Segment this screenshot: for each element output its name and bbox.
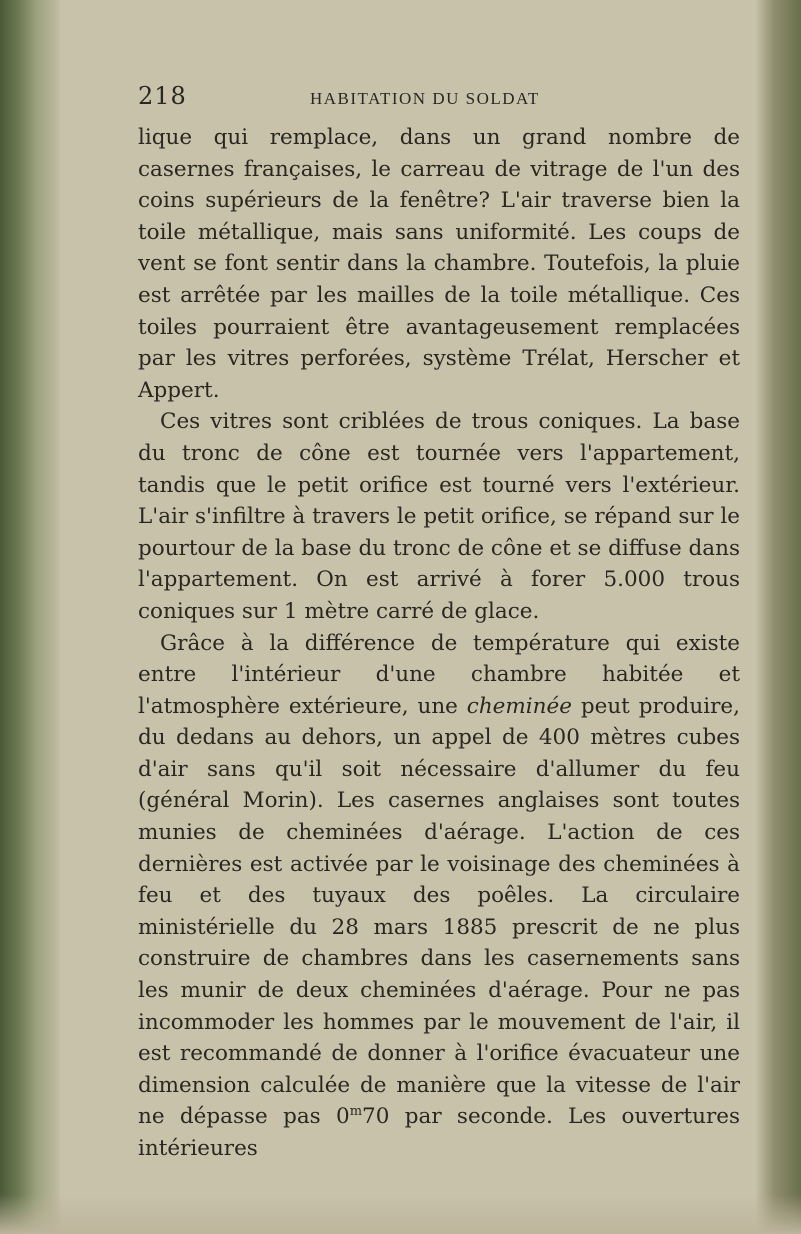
paragraph-3 — [138, 628, 740, 1165]
paragraph-3-superscript: m — [349, 1104, 363, 1120]
running-header — [138, 82, 740, 112]
paragraph-3-before: Grâce à la différence de température qui existe entre l'intérieur d'une chambre habitée et l'atmosphère extérieure, une — [138, 630, 740, 719]
paragraph-3-after: 70 par seconde. Les ouvertures intérieures — [138, 1104, 740, 1161]
running-title: HABITATION DU SOLDAT — [310, 89, 540, 108]
book-binding-left-edge — [0, 0, 60, 1234]
page-number: 218 — [138, 82, 187, 110]
paragraph-3-middle: peut produire, du dedans au dehors, un appel de 400 mètres cubes d'air sans qu'il soit nécessaire d'allumer du feu (général Morin). Les casernes anglaises sont toutes munies de cheminées d'aérage. L'action de ces dernières est activée par le voisinage des cheminées à feu et des tuyaux des poêles. La circulaire ministérielle du 28 mars 1885 prescrit de ne plus construire de chambres dans les casernements sans les munir de deux cheminées d'aérage. Pour ne pas incommoder les hommes par le mouvement de l'air, il est recommandé de donner à l'orifice évacuateur une dimension calculée de manière que la vitesse de l'air ne dépasse pas 0 — [138, 693, 740, 1130]
paragraph-3-italic: cheminée — [466, 693, 572, 719]
paragraph-2: Ces vitres sont criblées de trous coniques. La base du tronc de cône est tournée vers l'appartement, tandis que le petit orifice est tourné vers l'extérieur. L'air s'infiltre à travers le petit orifice, se répand sur le pourtour de la base du tronc de cône et se diffuse dans l'appartement. On est arrivé à forer 5.000 trous coniques sur 1 mètre carré de glace. — [138, 409, 740, 624]
paragraph-1: lique qui remplace, dans un grand nombre de casernes françaises, le carreau de vitrage de l'un des coins supérieurs de la fenêtre? L'air traverse bien la toile métallique, mais sans uniformité. Les coups de vent se font sentir dans la chambre. Toutefois, la pluie est arrêtée par les mailles de la toile métallique. Ces toiles pourraient être avantageusement remplacées par les vitres perforées, système Trélat, Herscher et Appert. — [138, 125, 740, 403]
page-bottom-shadow — [0, 1194, 801, 1234]
body-text — [138, 122, 740, 1165]
book-page — [138, 82, 740, 1165]
book-page-right-edge — [756, 0, 801, 1234]
